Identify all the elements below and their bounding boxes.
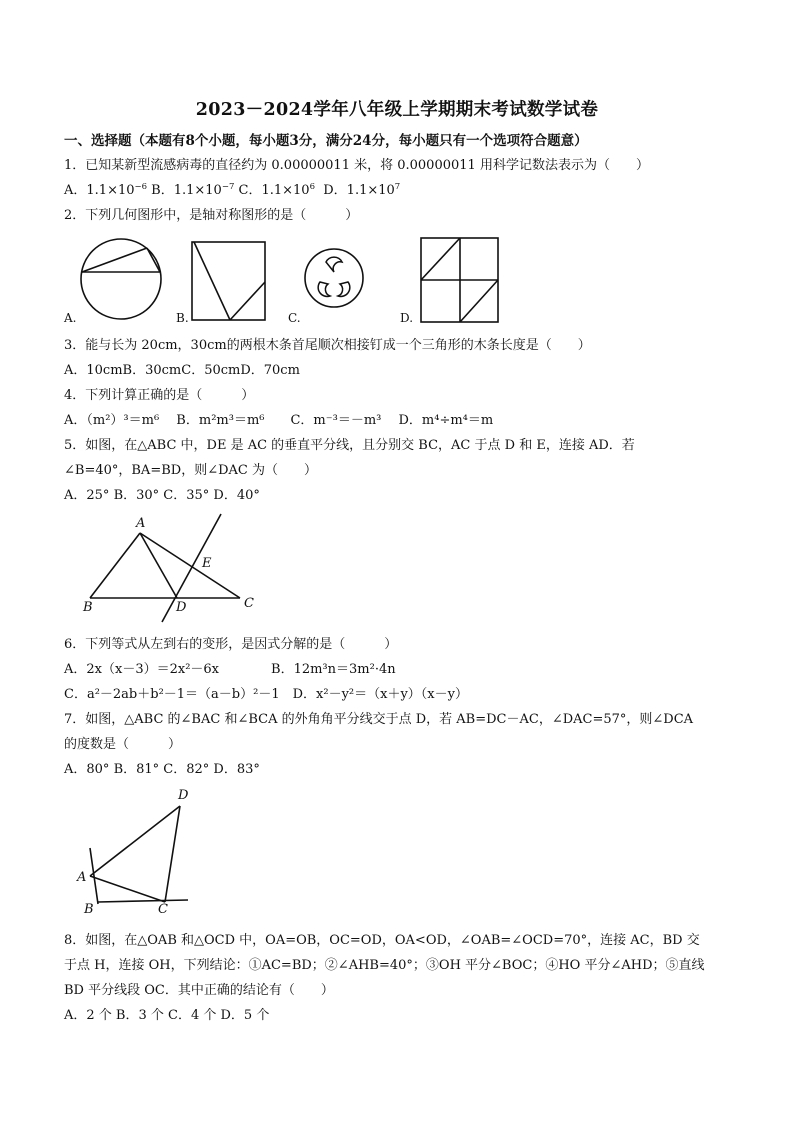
q7-figure	[76, 786, 196, 921]
q6-stem: 6．下列等式从左到右的变形，是因式分解的是（ ）	[64, 637, 398, 652]
q1-option-d-exp: 7	[394, 182, 401, 192]
q7-options: A．80° B．81° C．82° D．83°	[64, 762, 260, 777]
square-with-lines-figure	[190, 236, 270, 326]
q6-options-ab: A．2x（x－3）＝2x²－6x B．12m³n＝3m²·4n	[64, 662, 396, 677]
q5-figure	[80, 510, 270, 625]
swirl-circle-figure	[302, 244, 366, 314]
q7-stem-line2: 的度数是（ ）	[64, 737, 182, 752]
q8-options: A．2 个 B．3 个 C．4 个 D．5 个	[64, 1008, 270, 1023]
q5-options: A．25° B．30° C．35° D．40°	[64, 488, 260, 503]
q1-option-c-exp: 6	[309, 182, 315, 192]
q5-point-c: C	[244, 596, 254, 611]
q7-point-d: D	[178, 788, 189, 803]
q2-figure-d	[418, 236, 502, 326]
q1-stem: 1．已知某新型流感病毒的直径约为 0.00000011 米，将 0.00000011 用科学记数法表示为（ ）	[64, 158, 649, 173]
q1-option-a-exp: −6	[134, 182, 148, 192]
q5-stem-line1: 5．如图，在△ABC 中，DE 是 AC 的垂直平分线，且分别交 BC，AC 于点 D 和 E，连接 AD．若	[64, 438, 635, 453]
q3-stem: 3．能与长为 20cm，30cm的两根木条首尾顺次相接钉成一个三角形的木条长度是（ ）	[64, 338, 591, 353]
exam-title: 2023－2024学年八年级上学期期末考试数学试卷	[195, 100, 599, 120]
q3-options: A．10cmB．30cmC．50cmD．70cm	[64, 363, 300, 378]
q4-stem: 4．下列计算正确的是（ ）	[64, 388, 255, 403]
q1-option-b: B．1.1×10	[147, 183, 222, 198]
triangle-perpendicular-bisector-figure	[80, 510, 270, 625]
q2-label-b: B.	[176, 311, 189, 325]
q2-figure-a	[64, 236, 168, 328]
q5-point-a: A	[136, 516, 146, 531]
q2-label-a: A.	[64, 311, 77, 325]
q7-point-c: C	[158, 902, 168, 917]
q1-option-a: A．1.1×10	[64, 183, 135, 198]
q5-stem-line2: ∠B=40°，BA=BD，则∠DAC 为（ ）	[64, 463, 317, 478]
q8-stem-line3: BD 平分线段 OC．其中正确的结论有（ ）	[64, 983, 334, 998]
circle-chord-figure	[64, 236, 168, 328]
q5-point-b: B	[83, 600, 93, 615]
section-heading: 一、选择题（本题有8个小题，每小题3分，满分24分，每小题只有一个选项符合题意）	[64, 133, 588, 149]
q2-label-d: D.	[400, 311, 414, 325]
q2-figure-b	[190, 236, 270, 326]
q1-options	[64, 182, 736, 200]
q2-figure-c	[302, 244, 366, 314]
q7-point-a: A	[77, 870, 87, 885]
q1-option-d: D．1.1×10	[314, 183, 395, 198]
q5-point-d: D	[176, 600, 187, 615]
q1-option-b-exp: −7	[221, 182, 235, 192]
q1-option-c: C．1.1×10	[234, 183, 310, 198]
q7-stem-line1: 7．如图，△ABC 的∠BAC 和∠BCA 的外角角平分线交于点 D，若 AB=DC－AC，∠DAC=57°，则∠DCA	[64, 712, 694, 727]
grid-triangles-figure	[418, 236, 502, 326]
q2-stem: 2．下列几何图形中，是轴对称图形的是（ ）	[64, 208, 359, 223]
q5-point-e: E	[202, 556, 212, 571]
q7-point-b: B	[84, 902, 94, 917]
q8-stem-line1: 8．如图，在△OAB 和△OCD 中，OA=OB，OC=OD，OA<OD，∠OAB=∠OCD=70°，连接 AC，BD 交	[64, 933, 700, 948]
q8-stem-line2: 于点 H，连接 OH，下列结论：①AC=BD；②∠AHB=40°；③OH 平分∠BOC；④HO 平分∠AHD；⑤直线	[64, 958, 705, 973]
q6-options-cd: C．a²－2ab＋b²－1＝（a－b）²－1 D．x²－y²＝（x＋y）（x－y）	[64, 687, 468, 702]
q2-label-c: C.	[288, 311, 301, 325]
q4-options: A．（m²）³＝m⁶ B．m²m³＝m⁶ C．m⁻³＝－m³ D．m⁴÷m⁴＝m	[64, 413, 494, 428]
triangle-exterior-bisectors-figure	[76, 786, 196, 921]
